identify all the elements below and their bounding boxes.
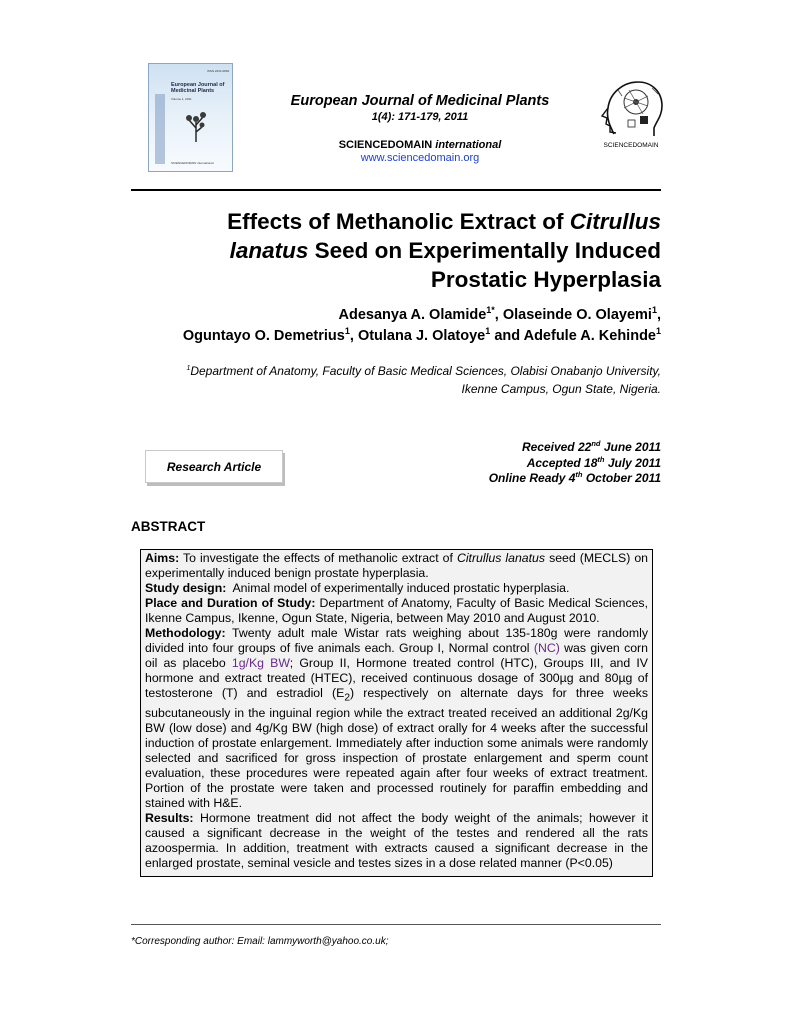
header-divider xyxy=(131,189,661,191)
aims-text: To investigate the effects of methanolic extract of xyxy=(182,551,453,565)
affiliation-line: Ikenne Campus, Ogun State, Nigeria. xyxy=(461,382,661,396)
author-name: Otulana J. Olatoye xyxy=(357,328,486,344)
design-label: Study design: xyxy=(145,580,227,595)
plant-illustration-icon xyxy=(184,108,208,142)
author-list xyxy=(120,305,661,347)
publisher-name: SCIENCEDOMAIN xyxy=(338,139,433,151)
abstract-heading: ABSTRACT xyxy=(131,519,206,534)
accepted-date: Accepted 18 xyxy=(526,455,598,470)
title-text-2: Seed on Experimentally Induced xyxy=(314,238,661,263)
place-label: Place and Duration of Study: xyxy=(145,595,316,610)
received-date: Received 22 xyxy=(521,440,592,454)
cover-title: European Journal of Medicinal Plants xyxy=(171,82,225,94)
accepted-date-suffix: July 2011 xyxy=(607,455,661,470)
abstract-place xyxy=(145,596,648,626)
aims-species: Citrullus lanatus xyxy=(456,551,546,565)
author-affiliation-mark: 1 xyxy=(651,305,657,315)
cover-footer: SCIENCEDOMAIN international xyxy=(171,161,214,165)
abstract-methodology xyxy=(145,626,648,811)
affiliation-mark: 1 xyxy=(186,365,191,372)
author-name: Adesanya A. Olamide xyxy=(338,307,487,323)
aims-text: seed (MECLS) on experimentally induced benign prostate hyperplasia. xyxy=(145,551,649,580)
cover-stripe xyxy=(155,94,165,164)
journal-cover-image xyxy=(148,63,233,172)
date-ordinal: nd xyxy=(591,439,601,448)
sciencedomain-head-logo-icon xyxy=(596,76,666,140)
abstract-aims xyxy=(145,551,648,581)
author-name: Olaseinde O. Olayemi xyxy=(502,307,652,323)
received-date-suffix: June 2011 xyxy=(603,440,661,454)
author-affiliation xyxy=(140,362,661,398)
author-name: Oguntayo O. Demetrius xyxy=(182,328,345,344)
author-name: Adefule A. Kehinde xyxy=(523,328,656,344)
abstract-box xyxy=(140,549,653,877)
aims-label: Aims: xyxy=(145,551,180,565)
title-italic-1: Citrullus xyxy=(569,209,661,234)
author-separator: , xyxy=(349,328,354,344)
article-type-badge: Research Article xyxy=(145,450,283,483)
title-text-1: Effects of Methanolic Extract of xyxy=(227,209,564,234)
author-separator: , xyxy=(656,307,661,323)
method-nc: (NC) xyxy=(533,640,560,655)
method-text: ; Group II, Hormone treated control (HTC), Groups III, and IV hormone and extract treated (HTEC), received continuous dosage of 300µg and 80µg of testosterone (T) and estradiol (E xyxy=(145,655,649,700)
date-ordinal: th xyxy=(597,454,605,464)
method-text: was given corn oil as placebo xyxy=(145,640,648,670)
corresponding-author-footnote: *Corresponding author: Email: lammyworth@yahoo.co.uk; xyxy=(131,936,389,947)
method-text: ) respectively on alternate days for three weeks subcutaneously in the inguinal region while the extract treated received an additional 2g/Kg BW (low dose) and 4g/Kg BW (high dose) of extract orally for 4 weeks after the successful induction of prostate enlargement. Immediately after induction some animals were randomly selected and sacrificed for gross inspection of prostate enlargement and sperm count evaluation, these procedures were repeated again after four weeks of extract treatment. Portion of the prostate were taken and processed routinely for paraffin embedding and stained with H&E. xyxy=(145,685,648,810)
abstract-design xyxy=(145,581,648,596)
publisher xyxy=(240,139,600,151)
design-text: Animal model of experimentally induced prostatic hyperplasia. xyxy=(232,580,570,595)
method-dose: 1g/Kg BW xyxy=(231,655,290,670)
author-affiliation-mark: 1 xyxy=(485,326,491,336)
date-ordinal: th xyxy=(575,470,583,479)
journal-title: European Journal of Medicinal Plants xyxy=(290,93,550,109)
author-affiliation-mark: 1 xyxy=(344,326,350,336)
publisher-suffix: international xyxy=(435,139,502,151)
author-separator: , xyxy=(494,307,499,323)
method-text: Twenty adult male Wistar rats weighing about 135-180g were randomly divided into four groups of five animals each. Group I, Normal control xyxy=(145,625,648,655)
cover-issn: ISSN 2231-0894 xyxy=(207,69,230,73)
paper-title xyxy=(160,207,661,294)
cover-subtitle: Volume 1, 2011 xyxy=(171,97,192,101)
author-affiliation-mark: 1 xyxy=(655,326,661,336)
footnote-divider xyxy=(131,924,661,925)
results-text: Hormone treatment did not affect the body weight of the animals; however it caused a significant decrease in the weight of the testes and rendered all the rats azoospermia. In addition, treatment with extracts caused a significant decrease in the enlarged prostate, seminal vesicle and testes sizes in a dose related manner (P<0.05) xyxy=(145,810,648,870)
results-label: Results: xyxy=(145,810,194,825)
author-affiliation-mark: 1* xyxy=(486,305,495,315)
abstract-results xyxy=(145,811,648,871)
online-date-suffix: October 2011 xyxy=(585,471,661,485)
title-italic-2: lanatus xyxy=(229,238,309,263)
publication-dates xyxy=(420,440,661,487)
logo-caption: SCIENCEDOMAIN xyxy=(603,142,659,149)
method-subscript: 2 xyxy=(344,692,351,704)
author-conjunction: and xyxy=(494,328,521,344)
online-date: Online Ready 4 xyxy=(488,471,576,485)
affiliation-line: Department of Anatomy, Faculty of Basic Medical Sciences, Olabisi Onabanjo University, xyxy=(190,364,661,378)
title-text-3: Prostatic Hyperplasia xyxy=(430,267,661,292)
method-label: Methodology: xyxy=(145,625,226,640)
place-text: Department of Anatomy, Faculty of Basic Medical Sciences, Ikenne Campus, Ikenne, Ogun State, Nigeria, between May 2010 and August 2010. xyxy=(145,595,648,625)
journal-issue: 1(4): 171-179, 2011 xyxy=(371,111,469,123)
publisher-url-link[interactable]: www.sciencedomain.org xyxy=(360,152,480,164)
